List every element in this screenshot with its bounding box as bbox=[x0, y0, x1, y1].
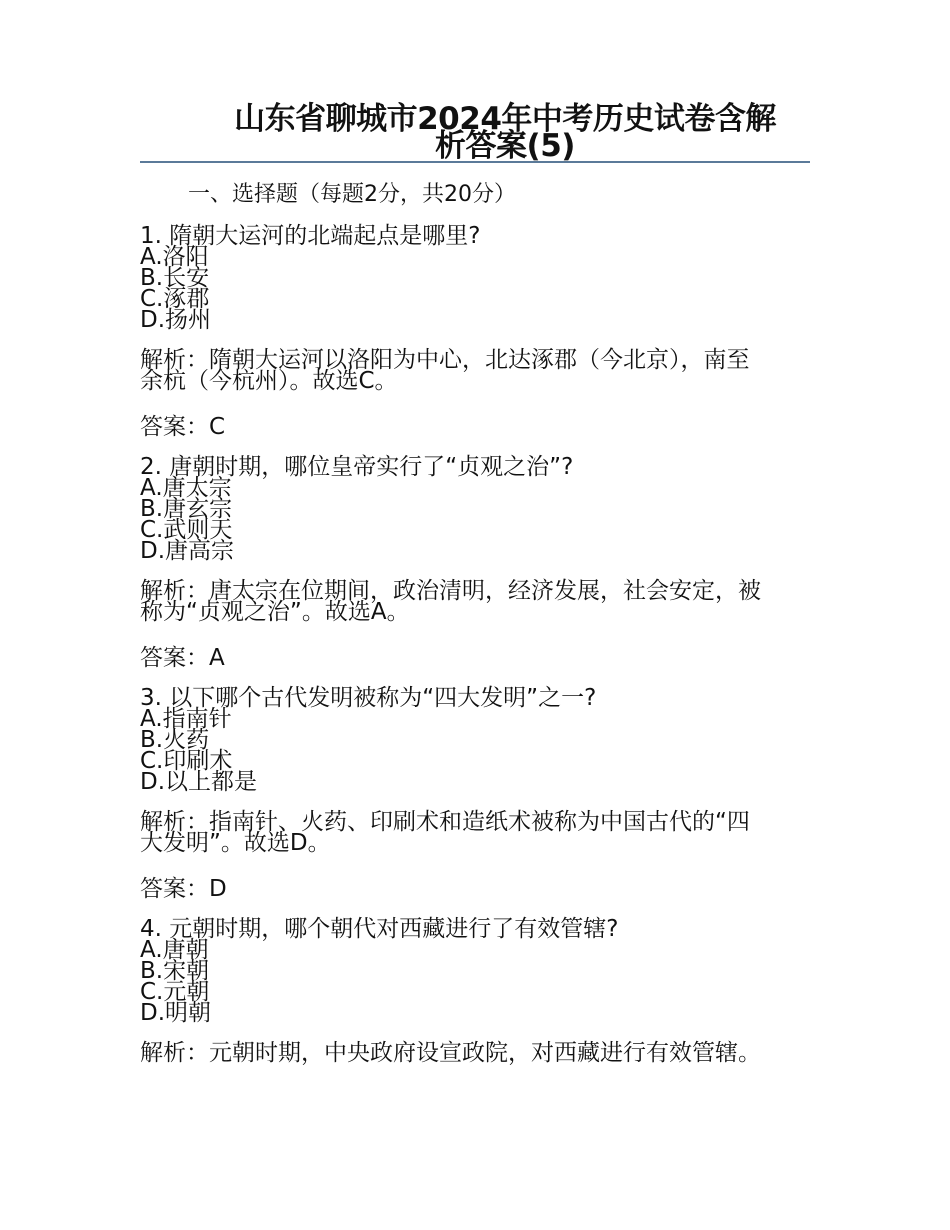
option-b: B.唐玄宗 bbox=[140, 496, 233, 522]
question-list bbox=[140, 223, 816, 1066]
analysis-line-1: 解析：元朝时期，中央政府设宣政院，对西藏进行有效管辖。 bbox=[140, 1040, 761, 1066]
analysis bbox=[140, 809, 816, 856]
option-a: A.唐太宗 bbox=[140, 475, 232, 501]
answer: 答案：A bbox=[140, 645, 225, 671]
option-c: C.武则天 bbox=[140, 517, 233, 543]
question-text: 4. 元朝时期，哪个朝代对西藏进行了有效管辖? bbox=[140, 916, 619, 942]
option-a: A.唐朝 bbox=[140, 937, 209, 963]
answer: 答案：D bbox=[140, 876, 227, 902]
option-b: B.宋朝 bbox=[140, 958, 210, 984]
question-text: 2. 唐朝时期，哪位皇帝实行了“贞观之治”? bbox=[140, 454, 574, 480]
analysis bbox=[140, 578, 816, 625]
analysis bbox=[140, 347, 816, 394]
title-line-1: 山东省聊城市2024年中考历史试卷含解 bbox=[234, 101, 776, 137]
question-block-3 bbox=[140, 685, 816, 903]
option-a: A.洛阳 bbox=[140, 244, 209, 270]
option-b: B.长安 bbox=[140, 265, 210, 291]
analysis-line-1: 解析：隋朝大运河以洛阳为中心，北达涿郡（今北京），南至 bbox=[140, 347, 750, 373]
document-title bbox=[190, 101, 820, 164]
option-d: D.扬州 bbox=[140, 307, 212, 333]
question-block-2 bbox=[140, 454, 816, 672]
analysis-line-2: 余杭（今杭州）。故选C。 bbox=[140, 368, 398, 394]
analysis-line-2: 大发明”。故选D。 bbox=[140, 830, 331, 856]
question-text: 3. 以下哪个古代发明被称为“四大发明”之一? bbox=[140, 685, 597, 711]
answer: 答案：C bbox=[140, 414, 226, 440]
option-d: D.以上都是 bbox=[140, 769, 258, 795]
option-d: D.明朝 bbox=[140, 1000, 212, 1026]
analysis-line-1: 解析：指南针、火药、印刷术和造纸术被称为中国古代的“四 bbox=[140, 809, 750, 835]
option-c: C.元朝 bbox=[140, 979, 210, 1005]
section-heading: 一、选择题（每题2分，共20分） bbox=[188, 182, 516, 207]
question-block-4 bbox=[140, 916, 816, 1066]
question-text: 1. 隋朝大运河的北端起点是哪里? bbox=[140, 223, 481, 249]
analysis bbox=[140, 1040, 816, 1066]
analysis-line-2: 称为“贞观之治”。故选A。 bbox=[140, 599, 410, 625]
option-c: C.涿郡 bbox=[140, 286, 210, 312]
option-a: A.指南针 bbox=[140, 706, 232, 732]
option-c: C.印刷术 bbox=[140, 748, 233, 774]
analysis-line-1: 解析：唐太宗在位期间，政治清明，经济发展，社会安定，被 bbox=[140, 578, 761, 604]
question-block-1 bbox=[140, 223, 816, 441]
title-underline bbox=[140, 161, 810, 163]
option-b: B.火药 bbox=[140, 727, 210, 753]
option-d: D.唐高宗 bbox=[140, 538, 235, 564]
title-line-2: 析答案(5) bbox=[435, 128, 575, 164]
